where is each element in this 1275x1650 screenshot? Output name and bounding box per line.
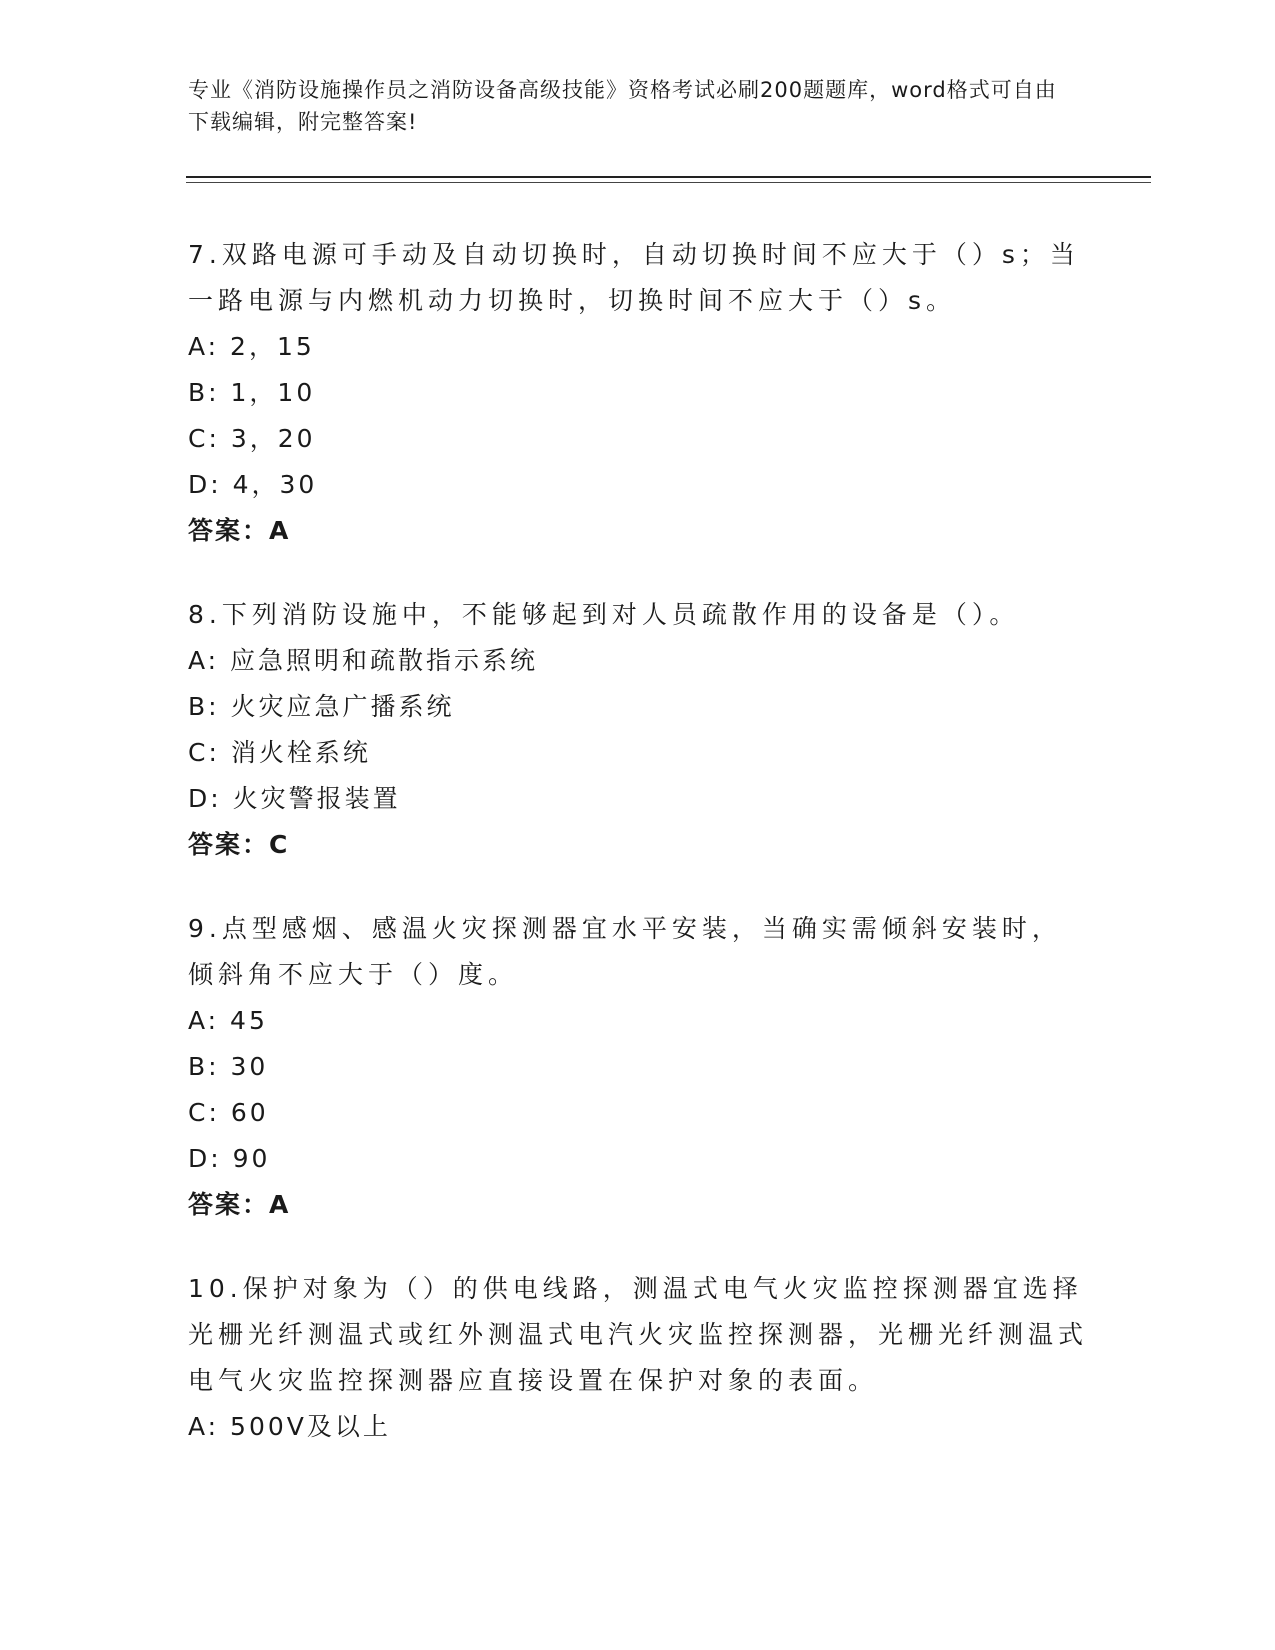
- answer: 答案：A: [188, 1190, 291, 1219]
- option-a: A: 2，15: [188, 332, 315, 361]
- option-a: A: 45: [188, 1006, 268, 1035]
- option-b: B: 1，10: [188, 378, 316, 407]
- question-7: [188, 232, 1088, 554]
- header-divider-thick: [186, 176, 1151, 178]
- question-10: [188, 1266, 1088, 1450]
- question-text: 10.保护对象为（）的供电线路，测温式电气火灾监控探测器宜选择光栅光纤测温式或红外测温式电汽火灾监控探测器，光栅光纤测温式电气火灾监控探测器应直接设置在保护对象的表面。: [188, 1274, 1089, 1395]
- option-c: C: 3，20: [188, 424, 316, 453]
- answer: 答案：A: [188, 516, 291, 545]
- question-9: [188, 906, 1088, 1228]
- question-text: 9.点型感烟、感温火灾探测器宜水平安装，当确实需倾斜安装时，倾斜角不应大于（）度。: [188, 914, 1062, 989]
- option-c: C: 消火栓系统: [188, 738, 371, 767]
- option-c: C: 60: [188, 1098, 269, 1127]
- option-d: D: 火灾警报装置: [188, 784, 401, 813]
- question-text: 8.下列消防设施中，不能够起到对人员疏散作用的设备是（）。: [188, 600, 1020, 629]
- answer: 答案：C: [188, 830, 290, 859]
- document-header: 专业《消防设施操作员之消防设备高级技能》资格考试必刷200题题库，word格式可自由下载编辑，附完整答案!: [188, 78, 1057, 134]
- header-divider-thin: [186, 182, 1151, 183]
- option-b: B: 30: [188, 1052, 269, 1081]
- option-d: D: 4，30: [188, 470, 318, 499]
- question-list: [188, 232, 1088, 1488]
- question-text: 7.双路电源可手动及自动切换时，自动切换时间不应大于（）s；当一路电源与内燃机动力切换时，切换时间不应大于（）s。: [188, 240, 1080, 315]
- question-8: [188, 592, 1088, 868]
- option-b: B: 火灾应急广播系统: [188, 692, 455, 721]
- option-a: A: 应急照明和疏散指示系统: [188, 646, 539, 675]
- option-a: A: 500V及以上: [188, 1412, 391, 1441]
- option-d: D: 90: [188, 1144, 271, 1173]
